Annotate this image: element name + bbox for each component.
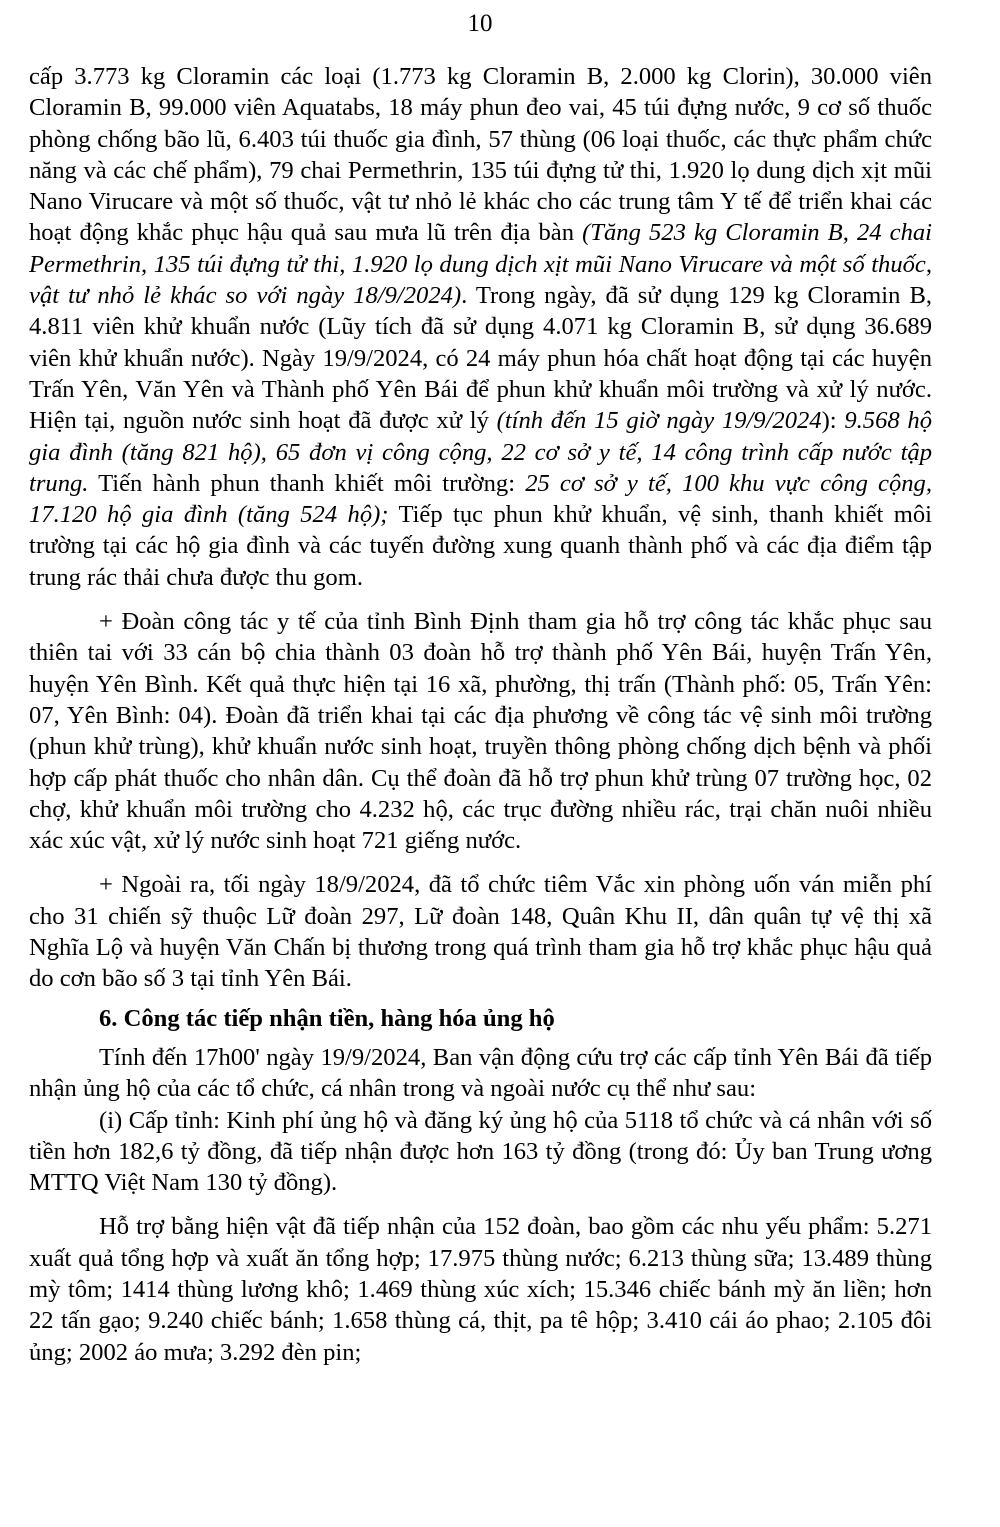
- text-run: . Trong ngày, đã sử dụng 129 kg Cloramin B, 4.811 viên khử khuẩn nước (Lũy tích đã sử dụng 4.071 kg Cloramin B, sử dụng 36.689 viên khử khuẩn nước). Ngày 19/9/2024, có 24 máy phun hóa chất hoạt động tại các huyện Trấn Yên, Văn Yên và Thành phố Yên Bái để phun khử khuẩn môi trường và xử lý nước. Hiện tại, nguồn nước sinh hoạt đã được xử lý: [29, 282, 933, 435]
- text-run: Tiếp tục phun khử khuẩn, vệ sinh, thanh khiết môi trường tại các hộ gia đình và các tuyến đường xung quanh thành phố và các địa điểm tập trung rác thải chưa được thu gom.: [29, 501, 932, 591]
- italic-run: 9.568 hộ gia đình (tăng 821 hộ), 65 đơn vị công cộng, 22 cơ sở y tế, 14 công trình cấp nước tập trung.: [29, 407, 933, 497]
- italic-run: (Tăng 523 kg Cloramin B, 24 chai Permethrin, 135 túi đựng tử thi, 1.920 lọ dung dịch xịt mũi Nano Virucare và một số thuốc, vật tư nhỏ lẻ khác so với ngày 18/9/2024): [29, 219, 932, 310]
- italic-run: (tính đến 15 giờ ngày 19/9/2024: [496, 407, 822, 435]
- text-run: Tiến hành phun thanh khiết môi trường:: [88, 469, 526, 497]
- paragraph-provincial-level: (i) Cấp tỉnh: Kinh phí ủng hộ và đăng ký ủng hộ của 5118 tổ chức và cá nhân với số tiền hơn 182,6 tỷ đồng, đã tiếp nhận được hơn 163 tỷ đồng (trong đó: Ủy ban Trung ương MTTQ Việt Nam 130 tỷ đồng).: [29, 1106, 932, 1197]
- page-number: 10: [467, 10, 493, 37]
- document-body: [29, 61, 932, 1368]
- paragraph-medical-supplies: [29, 61, 932, 593]
- paragraph-donations-intro: Tính đến 17h00' ngày 19/9/2024, Ban vận động cứu trợ các cấp tỉnh Yên Bái đã tiếp nhận ủng hộ của các tổ chức, cá nhân trong và ngoài nước cụ thể như sau:: [29, 1043, 932, 1103]
- italic-run: 25 cơ sở y tế, 100 khu vực công cộng, 17.120 hộ gia đình (tăng 524 hộ);: [29, 469, 932, 529]
- text-run: ):: [821, 407, 845, 435]
- section-heading: 6. Công tác tiếp nhận tiền, hàng hóa ủng hộ: [99, 1004, 555, 1032]
- paragraph-vaccination: + Ngoài ra, tối ngày 18/9/2024, đã tổ chức tiêm Vắc xin phòng uốn ván miễn phí cho 31 chiến sỹ thuộc Lữ đoàn 297, Lữ đoàn 148, Quân Khu II, dân quân tự vệ thị xã Nghĩa Lộ và huyện Văn Chấn bị thương trong quá trình tham gia hỗ trợ khắc phục hậu quả do cơn bão số 3 tại tỉnh Yên Bái.: [29, 871, 932, 993]
- text-run: cấp 3.773 kg Cloramin các loại (1.773 kg Cloramin B, 2.000 kg Clorin), 30.000 viên Cloramin B, 99.000 viên Aquatabs, 18 máy phun đeo vai, 45 túi đựng nước, 9 cơ số thuốc phòng chống bão lũ, 6.403 túi thuốc gia đình, 57 thùng (06 loại thuốc, các thực phẩm chức năng và các chế phẩm), 79 chai Permethrin, 135 túi đựng tử thi, 1.920 lọ dung dịch xịt mũi Nano Virucare và một số thuốc, vật tư nhỏ lẻ khác cho các trung tâm Y tế để triển khai các hoạt động khắc phục hậu quả sau mưa lũ trên địa bàn: [29, 63, 932, 247]
- paragraph-in-kind-support: Hỗ trợ bằng hiện vật đã tiếp nhận của 152 đoàn, bao gồm các nhu yếu phẩm: 5.271 xuất quả tổng hợp và xuất ăn tổng hợp; 17.975 thùng nước; 6.213 thùng sữa; 13.489 thùng mỳ tôm; 1414 thùng lương khô; 1.469 thùng xúc xích; 15.346 chiếc bánh mỳ ăn liền; hơn 22 tấn gạo; 9.240 chiếc bánh; 1.658 thùng cá, thịt, pa tê hộp; 3.410 cái áo phao; 2.105 đôi ủng; 2002 áo mưa; 3.292 đèn pin;: [29, 1213, 932, 1366]
- paragraph-binh-dinh-team: + Đoàn công tác y tế của tỉnh Bình Định tham gia hỗ trợ công tác khắc phục sau thiên tai với 33 cán bộ chia thành 03 đoàn hỗ trợ thành phố Yên Bái, huyện Trấn Yên, huyện Yên Bình. Kết quả thực hiện tại 16 xã, phường, thị trấn (Thành phố: 05, Trấn Yên: 07, Yên Bình: 04). Đoàn đã triển khai tại các địa phương về công tác vệ sinh môi trường (phun khử trùng), khử khuẩn nước sinh hoạt, truyền thông phòng chống dịch bệnh và phối hợp cấp phát thuốc cho nhân dân. Cụ thể đoàn đã hỗ trợ phun khử trùng 07 trường học, 02 chợ, khử khuẩn môi trường cho 4.232 hộ, các trục đường nhiều rác, trại chăn nuôi nhiều xác xúc vật, xử lý nước sinh hoạt 721 giếng nước.: [29, 608, 932, 855]
